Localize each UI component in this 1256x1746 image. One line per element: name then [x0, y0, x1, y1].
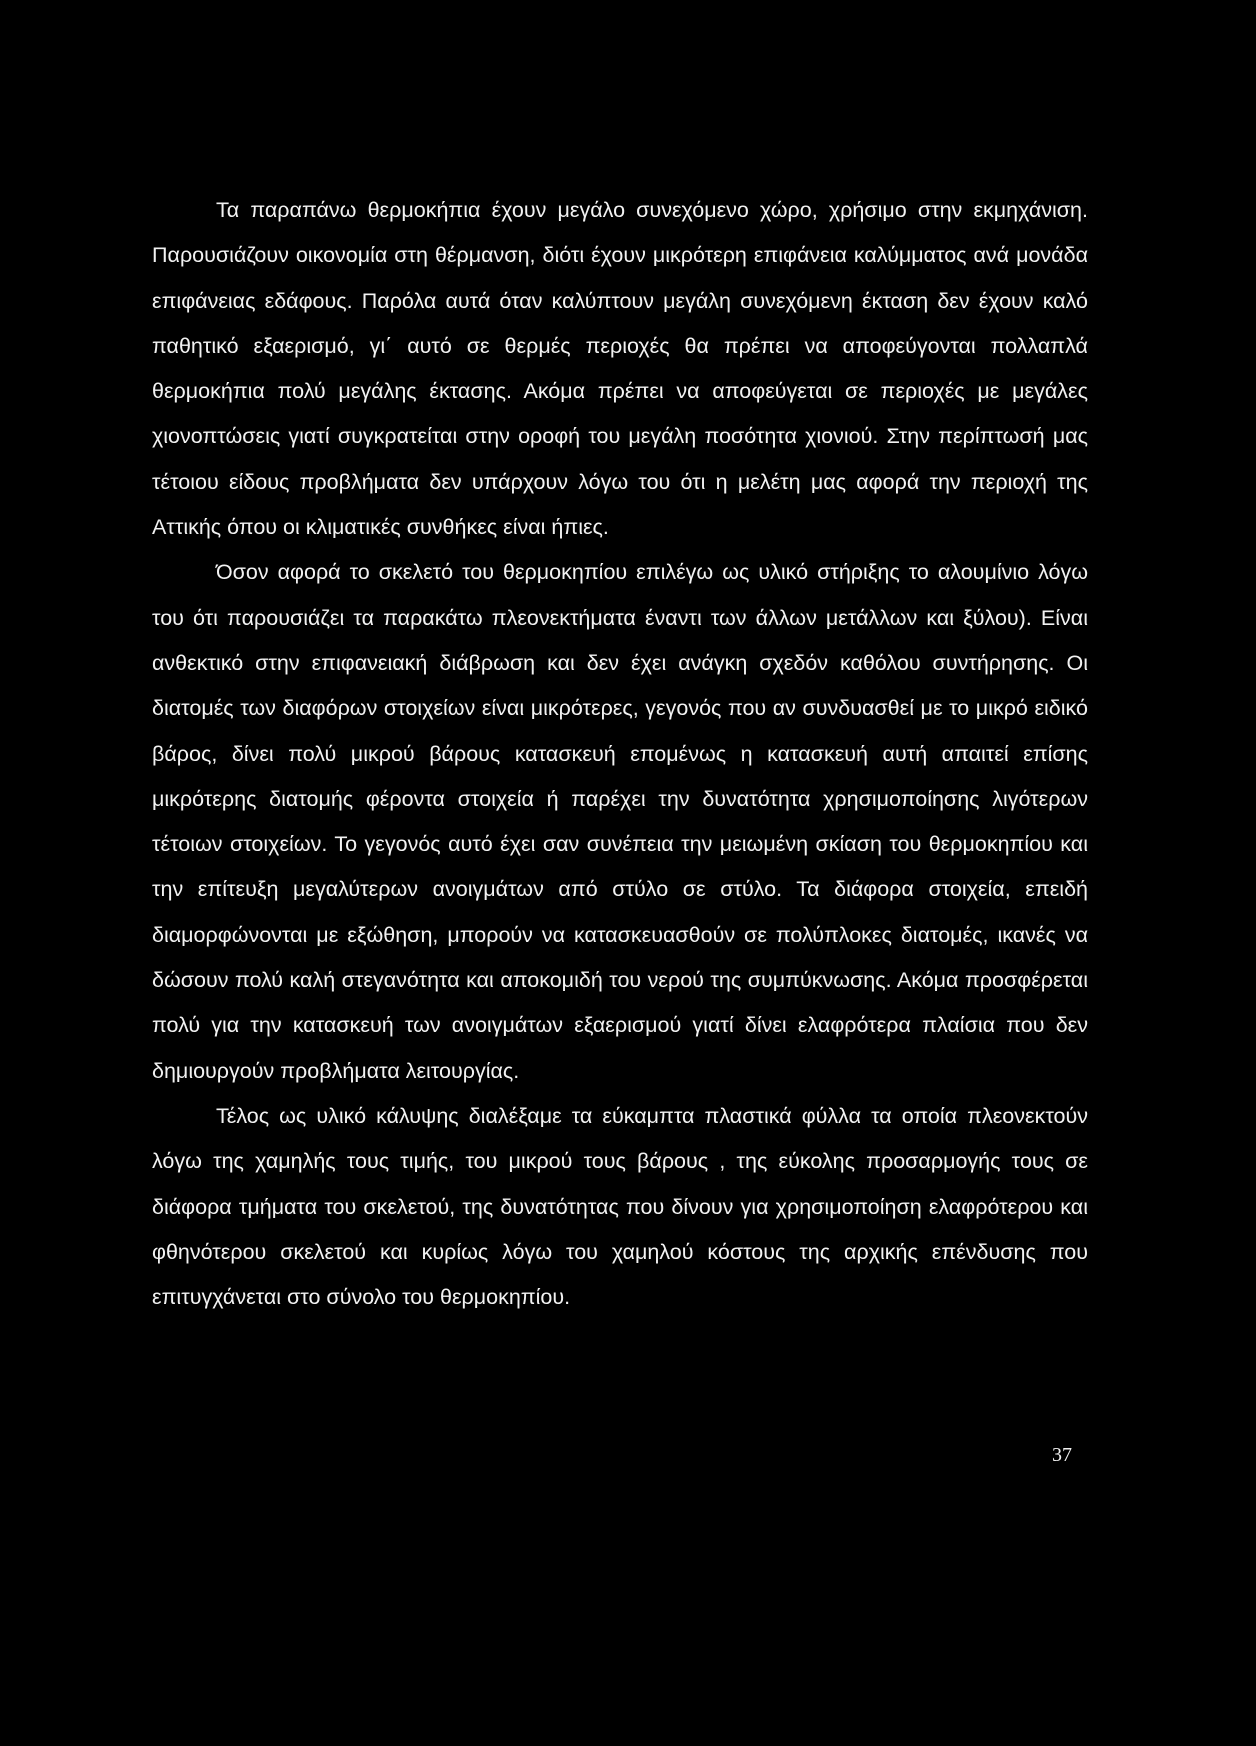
- paragraph-3: Τέλος ως υλικό κάλυψης διαλέξαμε τα εύκαμπτα πλαστικά φύλλα τα οποία πλεονεκτούν λόγω της χαμηλής τους τιμής, του μικρού τους βάρους , της εύκολης προσαρμογής τους σε διάφορα τμήματα του σκελετού, της δυνατότητας που δίνουν για χρησιμοποίηση ελαφρότερου και φθηνότερου σκελετού και κυρίως λόγω του χαμηλού κόστους της αρχικής επένδυσης που επιτυγχάνεται στο σύνολο του θερμοκηπίου.: [152, 1103, 1088, 1310]
- page-number: 37: [1052, 1444, 1072, 1466]
- body-text: [152, 188, 1088, 1320]
- paragraph-1: Τα παραπάνω θερμοκήπια έχουν μεγάλο συνεχόμενο χώρο, χρήσιμο στην εκμηχάνιση. Παρουσιάζουν οικονομία στη θέρμανση, διότι έχουν μικρότερη επιφάνεια καλύμματος ανά μονάδα επιφάνειας εδάφους. Παρόλα αυτά όταν καλύπτουν μεγάλη συνεχόμενη έκταση δεν έχουν καλό παθητικό εξαερισμό, γι΄ αυτό σε θερμές περιοχές θα πρέπει να αποφεύγονται πολλαπλά θερμοκήπια πολύ μεγάλης έκτασης. Ακόμα πρέπει να αποφεύγεται σε περιοχές με μεγάλες χιονοπτώσεις γιατί συγκρατείται στην οροφή του μεγάλη ποσότητα χιονιού. Στην περίπτωσή μας τέτοιου είδους προβλήματα δεν υπάρχουν λόγω του ότι η μελέτη μας αφορά την περιοχή της Αττικής όπου οι κλιματικές συνθήκες είναι ήπιες.: [152, 198, 1088, 540]
- paragraph-2: Όσον αφορά το σκελετό του θερμοκηπίου επιλέγω ως υλικό στήριξης το αλουμίνιο λόγω του ότι παρουσιάζει τα παρακάτω πλεονεκτήματα έναντι των άλλων μετάλλων και ξύλου). Είναι ανθεκτικό στην επιφανειακή διάβρωση και δεν έχει ανάγκη σχεδόν καθόλου συντήρησης. Οι διατομές των διαφόρων στοιχείων είναι μικρότερες, γεγονός που αν συνδυασθεί με το μικρό ειδικό βάρος, δίνει πολύ μικρού βάρους κατασκευή επομένως η κατασκευή αυτή απαιτεί επίσης μικρότερης διατομής φέροντα στοιχεία ή παρέχει την δυνατότητα χρησιμοποίησης λιγότερων τέτοιων στοιχείων. Το γεγονός αυτό έχει σαν συνέπεια την μειωμένη σκίαση του θερμοκηπίου και την επίτευξη μεγαλύτερων ανοιγμάτων από στύλο σε στύλο. Τα διάφορα στοιχεία, επειδή διαμορφώνονται με εξώθηση, μπορούν να κατασκευασθούν σε πολύπλοκες διατομές, ικανές να δώσουν πολύ καλή στεγανότητα και αποκομιδή του νερού της συμπύκνωσης. Ακόμα προσφέρεται πολύ για την κατασκευή των ανοιγμάτων εξαερισμού γιατί δίνει ελαφρότερα πλαίσια που δεν δημιουργούν προβλήματα λειτουργίας.: [152, 560, 1088, 1083]
